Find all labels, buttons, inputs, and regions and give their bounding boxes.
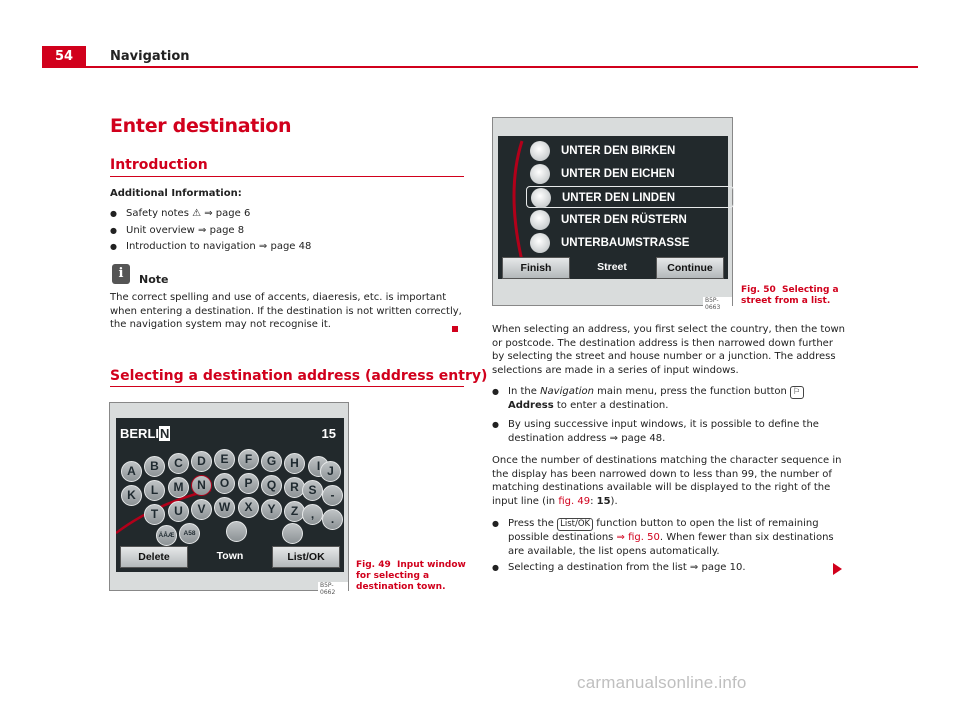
address-heading-rule	[110, 386, 464, 387]
list-item-ruestern[interactable]	[526, 209, 734, 231]
bullet-select-from-list	[492, 561, 846, 575]
keyboard-screen	[116, 418, 344, 572]
additional-info-label: Additional Information:	[110, 188, 242, 199]
text: Press the	[508, 518, 558, 529]
figure-id: B5P-0662	[318, 582, 348, 596]
key-dash[interactable]: -	[322, 485, 343, 506]
section-end-marker	[452, 326, 458, 332]
list-item-unterbaumstrasse[interactable]	[526, 232, 734, 254]
street-label: Street	[597, 261, 627, 273]
delete-button[interactable]: Delete	[120, 546, 188, 568]
radio-icon	[530, 141, 550, 161]
destination-input-line[interactable]	[120, 426, 340, 444]
figure-49-caption-text: Input window for selecting a destination town.	[356, 560, 466, 592]
key-k[interactable]: K	[121, 485, 142, 506]
key-i[interactable]: I	[308, 456, 329, 477]
keyboard-switch-icon[interactable]	[282, 523, 303, 544]
info-bullet-list	[110, 206, 311, 256]
address-button-label: Address	[508, 400, 554, 411]
list-item-label: UNTER DEN BIRKEN	[561, 145, 676, 157]
figure-49-number: Fig. 49	[356, 560, 391, 570]
list-item-label: UNTER DEN LINDEN	[562, 192, 676, 204]
key-a[interactable]: A	[121, 461, 142, 482]
bullet-list-ok	[492, 517, 846, 558]
continue-arrow-icon	[833, 563, 842, 575]
radio-icon	[530, 210, 550, 230]
bullet-text: ● Selecting a destination from the list ⇒ page 10.	[492, 561, 846, 575]
bullet-intro-navigation[interactable]: ● Introduction to navigation ⇒ page 48	[110, 239, 311, 256]
figure-50	[492, 117, 733, 311]
figure-id: B5P-0663	[703, 297, 732, 311]
list-item-label: UNTER DEN EICHEN	[561, 168, 675, 180]
text: Once the number of destinations matching the character sequence in the display has been narrowed down to less than 99, the number of matching destinations available will be displayed to the right of the input line (in	[492, 455, 842, 507]
bullet-safety-notes[interactable]: ● Safety notes ⚠ ⇒ page 6	[110, 206, 311, 223]
key-umlauts[interactable]: ÄÅÆ	[156, 525, 177, 546]
watermark: carmanualsonline.info	[577, 673, 747, 692]
text: to enter a destination.	[553, 400, 669, 411]
address-entry-heading: Selecting a destination address (address entry)	[110, 368, 488, 384]
list-ok-key-label: List/OK	[557, 518, 593, 531]
text: main menu, press the function button	[594, 386, 791, 397]
note-text: The correct spelling and use of accents, diaeresis, etc. is important when entering a destination. If the destination is not written correctly, the navigation system may not recognise it.	[110, 292, 462, 330]
typed-text: BERLI	[120, 426, 159, 441]
navigation-menu-name: Navigation	[540, 386, 594, 397]
radio-icon	[531, 188, 551, 208]
count-value: 15	[596, 495, 611, 507]
key-d[interactable]: D	[191, 451, 212, 472]
bullet-successive-windows	[492, 418, 846, 445]
text: . When fewer than six destinations are available, the list opens automatically.	[508, 532, 834, 557]
address-intro-paragraph: When selecting an address, you first select the country, then the town or postcode. The destination address is then narrowed down further by selecting the street and house number or a junction. The address selections are made in a series of input windows.	[492, 324, 845, 376]
match-count: 15	[321, 426, 336, 441]
key-space[interactable]	[226, 521, 247, 542]
list-item-label: UNTERBAUMSTRASSE	[561, 237, 690, 249]
radio-icon	[530, 164, 550, 184]
key-a58[interactable]: A58	[179, 523, 200, 544]
key-u[interactable]: U	[168, 501, 189, 522]
key-l[interactable]: L	[144, 480, 165, 501]
continue-button[interactable]: Continue	[656, 257, 724, 279]
finish-button[interactable]: Finish	[502, 257, 570, 279]
figure-50-caption	[741, 285, 841, 307]
bullet-text: ● By using successive input windows, it is possible to define the destination address ⇒ page 48.	[492, 418, 846, 445]
text: function button to open the list of remaining possible destinations	[508, 518, 819, 543]
fig-50-link[interactable]: ⇒ fig. 50	[616, 532, 660, 543]
page-heading: Enter destination	[110, 115, 292, 137]
key-p[interactable]: P	[238, 473, 259, 494]
key-n[interactable]: N	[191, 475, 212, 496]
list-item-eichen[interactable]	[526, 163, 734, 185]
key-b[interactable]: B	[144, 456, 165, 477]
figure-49	[109, 402, 349, 596]
list-ok-button[interactable]: List/OK	[272, 546, 340, 568]
flag-icon: ⚐	[790, 386, 804, 399]
page-number: 54	[42, 46, 86, 68]
bullet-address-button	[492, 385, 846, 413]
list-item-birken[interactable]	[526, 140, 734, 162]
key-y[interactable]: Y	[261, 499, 282, 520]
key-z[interactable]: Z	[284, 501, 305, 522]
intro-heading: Introduction	[110, 157, 208, 173]
key-t[interactable]: T	[144, 504, 165, 525]
section-title: Navigation	[110, 49, 190, 64]
note-title: Note	[139, 273, 169, 286]
info-icon: i	[112, 264, 130, 284]
bullet-unit-overview[interactable]: ● Unit overview ⇒ page 8	[110, 223, 311, 240]
key-j[interactable]: J	[320, 461, 341, 482]
key-f[interactable]: F	[238, 449, 259, 470]
figure-50-caption-text: Selecting a street from a list.	[741, 285, 839, 306]
matching-destinations-paragraph	[492, 454, 846, 508]
key-e[interactable]: E	[214, 449, 235, 470]
key-v[interactable]: V	[191, 499, 212, 520]
key-comma[interactable]: ,	[302, 504, 323, 525]
radio-icon	[530, 233, 550, 253]
text-cursor: N	[160, 426, 170, 441]
key-q[interactable]: Q	[261, 475, 282, 496]
key-h[interactable]: H	[284, 453, 305, 474]
text: In the	[508, 386, 541, 397]
key-g[interactable]: G	[261, 451, 282, 472]
key-x[interactable]: X	[238, 497, 259, 518]
list-item-linden[interactable]	[526, 186, 734, 208]
key-w[interactable]: W	[214, 497, 235, 518]
list-screen	[498, 136, 728, 279]
list-item-label: UNTER DEN RÜSTERN	[561, 214, 687, 226]
key-period[interactable]: .	[322, 509, 343, 530]
key-m[interactable]: M	[168, 477, 189, 498]
text: ).	[610, 495, 618, 507]
figure-49-caption	[356, 560, 466, 593]
fig-49-link[interactable]: fig. 49	[558, 495, 591, 507]
key-s[interactable]: S	[302, 480, 323, 501]
figure-50-number: Fig. 50	[741, 285, 776, 295]
key-c[interactable]: C	[168, 453, 189, 474]
key-r[interactable]: R	[284, 477, 305, 498]
intro-heading-rule	[110, 176, 464, 177]
header-rule	[86, 66, 918, 68]
key-o[interactable]: O	[214, 473, 235, 494]
town-label: Town	[216, 550, 244, 562]
text: :	[590, 495, 597, 507]
